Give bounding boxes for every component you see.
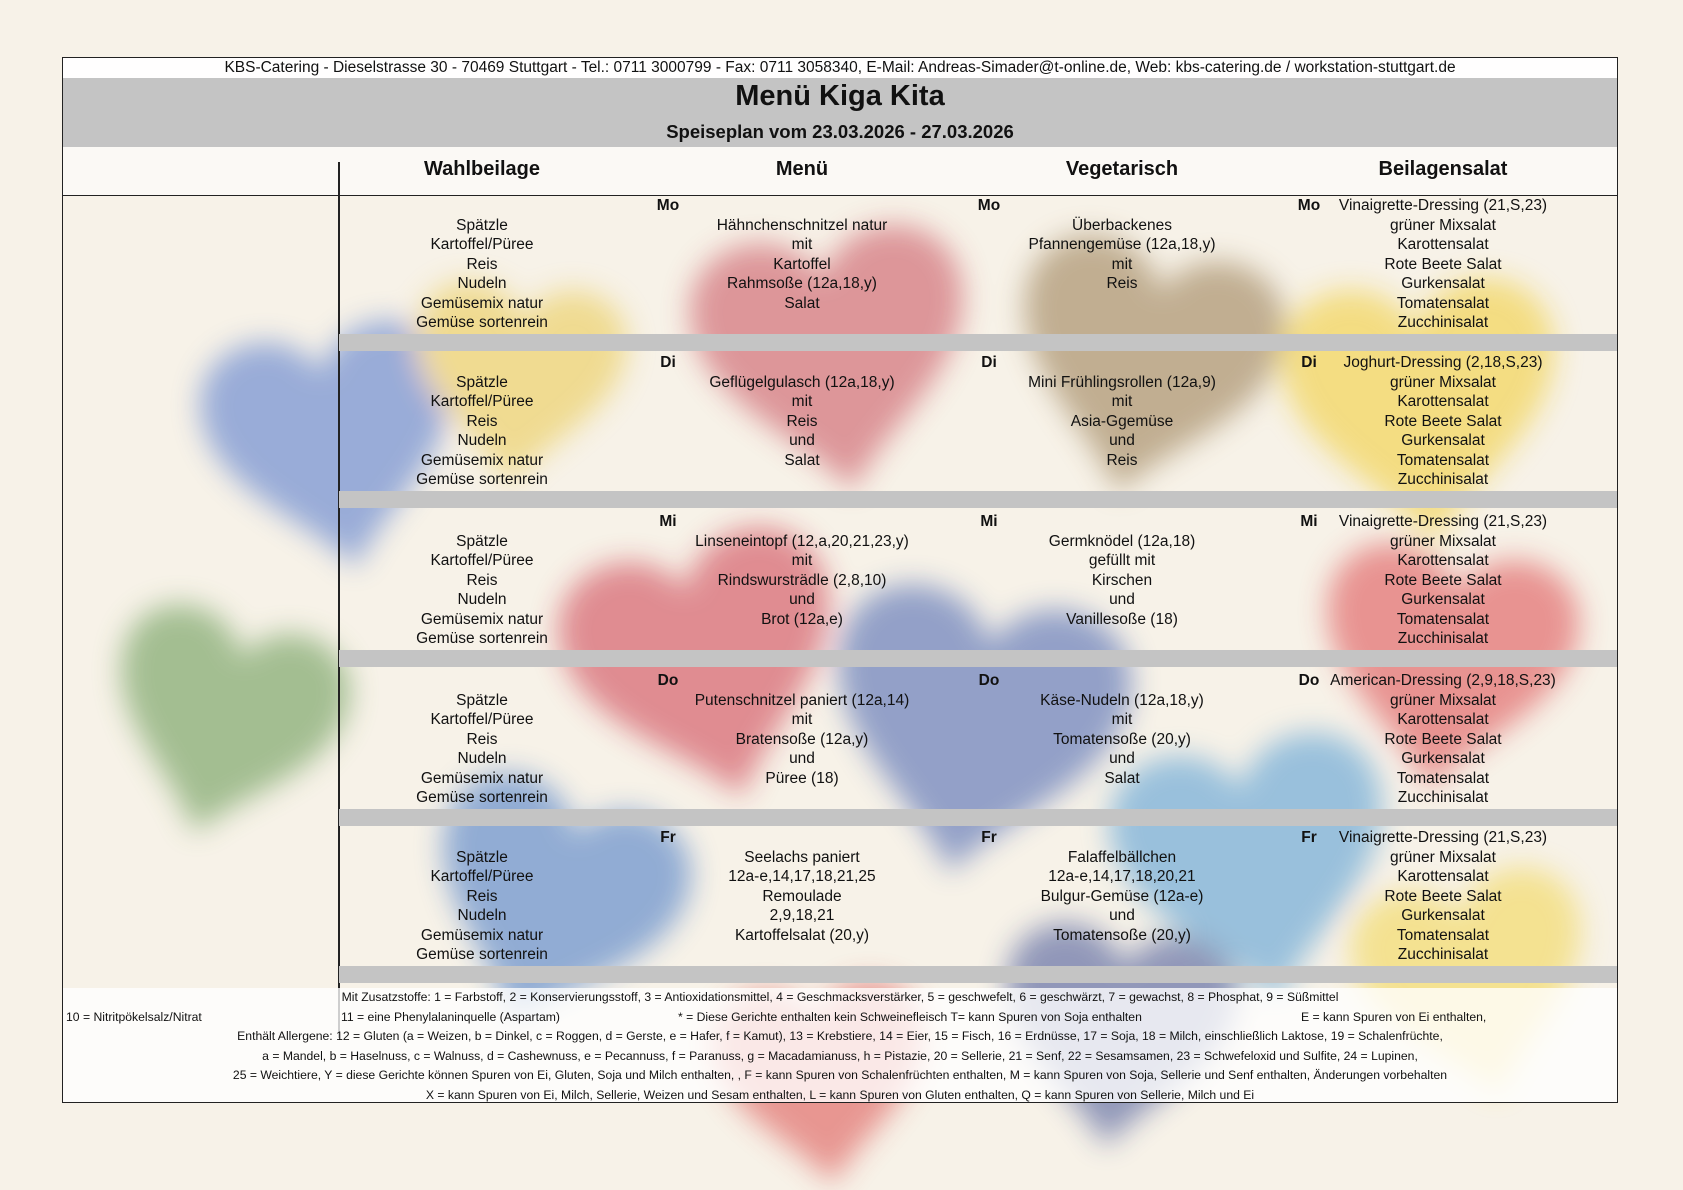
menu-item: und xyxy=(1109,432,1135,449)
day-column-wahlbeilage xyxy=(322,691,642,808)
menu-item: 2,9,18,21 xyxy=(769,907,835,924)
day-column-menu xyxy=(642,373,962,471)
day-label: Mo xyxy=(1297,197,1321,214)
menu-item: Kartoffelsalat (20,y) xyxy=(734,926,870,944)
column-header-menu: Menü xyxy=(775,158,829,180)
menu-item: Joghurt-Dressing (2,18,S,23) xyxy=(1343,354,1543,371)
menu-item: und xyxy=(789,750,815,767)
menu-item: Gurkensalat xyxy=(1401,591,1485,608)
menu-item: Nudeln xyxy=(457,750,507,767)
menu-item: Tomatensalat xyxy=(1396,926,1490,944)
menu-item: Reis xyxy=(1106,451,1138,469)
menu-item: mit xyxy=(791,236,813,253)
menu-item: Gurkensalat xyxy=(1401,432,1485,449)
menu-item: Asia-Ggemüse xyxy=(1070,412,1174,430)
day-column-wahlbeilage xyxy=(322,216,642,333)
menu-item: Nudeln xyxy=(457,432,507,449)
menu-item: mit xyxy=(791,711,813,728)
menu-item: Hähnchenschnitzel natur xyxy=(716,216,888,234)
menu-item: Reis xyxy=(466,571,498,589)
menu-item: und xyxy=(1109,591,1135,608)
legend-nitrit: 10 = Nitritpökelsalz/Nitrat xyxy=(66,1009,202,1024)
menu-item: Gemüsemix natur xyxy=(420,769,544,787)
menu-item: mit xyxy=(791,393,813,410)
menu-item: Germknödel (12a,18) xyxy=(1048,532,1196,550)
menu-item: Gemüse sortenrein xyxy=(416,946,548,963)
menu-item: Kartoffel/Püree xyxy=(430,236,534,253)
legend-schwein-soja: * = Diese Gerichte enthalten kein Schweinefleisch T= kann Spuren von Soja enthalten xyxy=(678,1009,1142,1024)
menu-item: Nudeln xyxy=(457,591,507,608)
day-column-menu xyxy=(642,532,962,630)
legend-aspartam: 11 = eine Phenylalaninquelle (Aspartam) xyxy=(341,1009,560,1024)
menu-item: Linseneintopf (12,a,20,21,23,y) xyxy=(695,532,909,550)
legend-allergene-3: 25 = Weichtiere, Y = diese Gerichte können Spuren von Ei, Gluten, Soja und Milch enthalten, , F = kann Spuren von Schalenfrüchten enthalten, M = kann Spuren von Soja, Sellerie und Senf enthalten, Änderungen vorbehalten xyxy=(232,1068,1448,1082)
menu-item: grüner Mixsalat xyxy=(1390,691,1496,709)
legend-zusatzstoffe: Mit Zusatzstoffe: 1 = Farbstoff, 2 = Konservierungsstoff, 3 = Antioxidationsmittel, 4 = Geschmacksverstärker, 5 = geschwefelt, 6 = geschwärzt, 7 = gewachst, 8 = Phosphat, 9 = Süßmittel xyxy=(341,990,1339,1004)
day-column-beilagensalat xyxy=(1283,828,1603,965)
menu-item: Zucchinisalat xyxy=(1397,471,1489,488)
menu-item: Brot (12a,e) xyxy=(761,610,843,628)
menu-item: Zucchinisalat xyxy=(1397,630,1489,647)
day-block-di xyxy=(63,353,1617,488)
day-separator-bar xyxy=(339,491,1617,508)
menu-item: Zucchinisalat xyxy=(1397,314,1489,331)
menu-item: Kartoffel/Püree xyxy=(430,552,534,569)
menu-item: Rahmsoße (12a,18,y) xyxy=(727,275,877,292)
menu-item: gefüllt mit xyxy=(1088,552,1156,569)
menu-item: Spätzle xyxy=(456,216,508,234)
day-column-menu xyxy=(642,691,962,789)
menu-item: Pfannengemüse (12a,18,y) xyxy=(1028,236,1216,253)
menu-item: Gurkensalat xyxy=(1401,907,1485,924)
menu-item: Gemüse sortenrein xyxy=(416,789,548,806)
page-title: Menü Kiga Kita xyxy=(735,80,945,112)
menu-item: Rote Beete Salat xyxy=(1384,571,1502,589)
day-separator-bar xyxy=(339,650,1617,667)
column-header-wahlbeilage: Wahlbeilage xyxy=(424,158,540,180)
day-column-vegetarisch xyxy=(962,373,1282,471)
menu-item: grüner Mixsalat xyxy=(1390,532,1496,550)
day-label: Fr xyxy=(660,829,676,846)
menu-item: mit xyxy=(1111,711,1133,728)
menu-item: grüner Mixsalat xyxy=(1390,848,1496,866)
menu-item: Bulgur-Gemüse (12a-e) xyxy=(1040,887,1204,905)
menu-item: und xyxy=(1109,907,1135,924)
menu-item: Rote Beete Salat xyxy=(1384,412,1502,430)
menu-item: Rindswursträdle (2,8,10) xyxy=(717,571,887,589)
menu-item: Karottensalat xyxy=(1397,236,1489,253)
menu-item: Vinaigrette-Dressing (21,S,23) xyxy=(1338,829,1548,846)
column-header-row xyxy=(63,147,1617,196)
day-label: Do xyxy=(978,672,1000,689)
menu-item: Remoulade xyxy=(762,887,842,905)
day-column-wahlbeilage xyxy=(322,373,642,490)
column-header-beilagensalat: Beilagensalat xyxy=(1378,158,1508,180)
day-column-vegetarisch xyxy=(962,848,1282,946)
column-header-vegetarisch: Vegetarisch xyxy=(1065,158,1179,180)
menu-item: 12a-e,14,17,18,20,21 xyxy=(1048,868,1196,885)
menu-item: Spätzle xyxy=(456,532,508,550)
menu-item: Kartoffel/Püree xyxy=(430,393,534,410)
menu-item: Tomatensalat xyxy=(1396,769,1490,787)
menu-item: Salat xyxy=(1104,769,1140,787)
day-column-beilagensalat xyxy=(1283,353,1603,490)
menu-item: Vanillesoße (18) xyxy=(1066,610,1178,628)
menu-item: Tomatensoße (20,y) xyxy=(1053,730,1191,748)
day-block-do xyxy=(63,671,1617,806)
day-label: Mo xyxy=(977,197,1001,214)
menu-item: Kartoffel/Püree xyxy=(430,711,534,728)
menu-item: Tomatensalat xyxy=(1396,451,1490,469)
day-label: Fr xyxy=(1301,829,1317,846)
menu-item: Salat xyxy=(784,294,820,312)
menu-item: Kartoffel xyxy=(773,255,831,273)
day-block-fr xyxy=(63,828,1617,963)
day-label: Mi xyxy=(980,513,998,530)
menu-item: Gemüsemix natur xyxy=(420,926,544,944)
menu-item: 12a-e,14,17,18,21,25 xyxy=(728,868,876,885)
menu-item: mit xyxy=(791,552,813,569)
menu-item: Nudeln xyxy=(457,907,507,924)
menu-item: Reis xyxy=(1106,275,1138,292)
day-column-beilagensalat xyxy=(1283,512,1603,649)
menu-item: Mini Frühlingsrollen (12a,9) xyxy=(1028,373,1216,391)
day-block-mi xyxy=(63,512,1617,647)
menu-item: und xyxy=(1109,750,1135,767)
menu-item: Karottensalat xyxy=(1397,711,1489,728)
day-column-beilagensalat xyxy=(1283,196,1603,333)
menu-item: Püree (18) xyxy=(765,769,839,787)
menu-item: Kirschen xyxy=(1091,571,1153,589)
menu-item: American-Dressing (2,9,18,S,23) xyxy=(1330,672,1556,689)
menu-item: Reis xyxy=(786,412,818,430)
menu-item: mit xyxy=(1111,255,1133,273)
day-separator-bar xyxy=(339,966,1617,983)
menu-item: Reis xyxy=(466,730,498,748)
legend-allergene-1: Enthält Allergene: 12 = Gluten (a = Weizen, b = Dinkel, c = Roggen, d = Gerste, e = Hafer, f = Kamut), 13 = Krebstiere, 14 = Eier, 15 = Fisch, 16 = Erdnüsse, 17 = Soja, 18 = Milch, einschließlich Laktose, 19 = Schalenfrüchte, xyxy=(237,1029,1443,1043)
menu-item: Gemüsemix natur xyxy=(420,451,544,469)
menu-item: Putenschnitzel paniert (12a,14) xyxy=(694,691,910,709)
day-label: Di xyxy=(660,354,676,371)
day-label: Di xyxy=(1301,354,1317,371)
day-column-wahlbeilage xyxy=(322,848,642,965)
menu-item: Tomatensoße (20,y) xyxy=(1053,926,1191,944)
day-column-vegetarisch xyxy=(962,532,1282,630)
menu-item: grüner Mixsalat xyxy=(1390,373,1496,391)
menu-item: Karottensalat xyxy=(1397,393,1489,410)
day-block-mo xyxy=(63,196,1617,331)
menu-item: Gemüse sortenrein xyxy=(416,471,548,488)
menu-item: Spätzle xyxy=(456,373,508,391)
menu-item: und xyxy=(789,432,815,449)
menu-item: Kartoffel/Püree xyxy=(430,868,534,885)
menu-item: Nudeln xyxy=(457,275,507,292)
menu-item: Karottensalat xyxy=(1397,868,1489,885)
day-label: Fr xyxy=(981,829,997,846)
day-separator-bar xyxy=(339,809,1617,826)
menu-item: Gemüse sortenrein xyxy=(416,630,548,647)
day-label: Do xyxy=(1298,672,1320,689)
menu-item: grüner Mixsalat xyxy=(1390,216,1496,234)
menu-item: Tomatensalat xyxy=(1396,610,1490,628)
day-label: Mi xyxy=(1300,513,1318,530)
day-label: Mo xyxy=(656,197,680,214)
day-column-menu xyxy=(642,848,962,946)
menu-item: Salat xyxy=(784,451,820,469)
menu-item: Bratensoße (12a,y) xyxy=(735,730,869,748)
contact-line: KBS-Catering - Dieselstrasse 30 - 70469 Stuttgart - Tel.: 0711 3000799 - Fax: 0711 3058340, E-Mail: Andreas-Simader@t-online.de, Web: kbs-catering.de / workstation-stuttgart.de xyxy=(63,58,1617,78)
day-label: Do xyxy=(657,672,679,689)
menu-item: Rote Beete Salat xyxy=(1384,887,1502,905)
day-label: Di xyxy=(981,354,997,371)
menu-item: Rote Beete Salat xyxy=(1384,255,1502,273)
menu-item: Zucchinisalat xyxy=(1397,946,1489,963)
menu-item: Überbackenes xyxy=(1072,216,1172,234)
menu-item: Vinaigrette-Dressing (21,S,23) xyxy=(1338,197,1548,214)
menu-item: Falaffelbällchen xyxy=(1067,848,1177,866)
menu-item: Zucchinisalat xyxy=(1397,789,1489,806)
legend-ei: E = kann Spuren von Ei enthalten, xyxy=(1301,1009,1487,1024)
day-column-beilagensalat xyxy=(1283,671,1603,808)
menu-item: Rote Beete Salat xyxy=(1384,730,1502,748)
legend-allergene-4: X = kann Spuren von Ei, Milch, Sellerie, Weizen und Sesam enthalten, L = kann Spuren von Gluten enthalten, Q = kann Spuren von Sellerie, Milch und Ei xyxy=(425,1087,1255,1102)
menu-item: Vinaigrette-Dressing (21,S,23) xyxy=(1338,513,1548,530)
day-column-wahlbeilage xyxy=(322,532,642,649)
legend-allergene-2: a = Mandel, b = Haselnuss, c = Walnuss, d = Cashewnuss, e = Pecannuss, f = Paranuss, g = Macadamianuss, h = Pistazie, 20 = Sellerie, 21 = Senf, 22 = Sesamsamen, 23 = Schwefeloxid und Sulfite, 24 = Lupinen, xyxy=(262,1048,1418,1063)
day-column-vegetarisch xyxy=(962,216,1282,294)
day-label: Mi xyxy=(659,513,677,530)
menu-item: Tomatensalat xyxy=(1396,294,1490,312)
allergen-legend xyxy=(63,988,1617,1102)
menu-item: Käse-Nudeln (12a,18,y) xyxy=(1040,691,1204,709)
menu-item: Gurkensalat xyxy=(1401,750,1485,767)
menu-item: Geflügelgulasch (12a,18,y) xyxy=(709,373,895,391)
day-separator-bar xyxy=(339,334,1617,351)
menu-item: Reis xyxy=(466,887,498,905)
menu-item: Gemüsemix natur xyxy=(420,610,544,628)
menu-item: Gurkensalat xyxy=(1401,275,1485,292)
day-column-vegetarisch xyxy=(962,691,1282,789)
menu-item: Gemüse sortenrein xyxy=(416,314,548,331)
menu-item: Karottensalat xyxy=(1397,552,1489,569)
menu-item: Seelachs paniert xyxy=(744,848,860,866)
menu-item: mit xyxy=(1111,393,1133,410)
menu-item: Reis xyxy=(466,255,498,273)
menu-item: Spätzle xyxy=(456,691,508,709)
menu-item: Spätzle xyxy=(456,848,508,866)
page-subtitle: Speiseplan vom 23.03.2026 - 27.03.2026 xyxy=(666,121,1014,142)
menu-item: Gemüsemix natur xyxy=(420,294,544,312)
menu-item: und xyxy=(789,591,815,608)
menu-sheet xyxy=(62,57,1618,1103)
day-column-menu xyxy=(642,216,962,314)
menu-item: Reis xyxy=(466,412,498,430)
title-band xyxy=(63,78,1617,147)
